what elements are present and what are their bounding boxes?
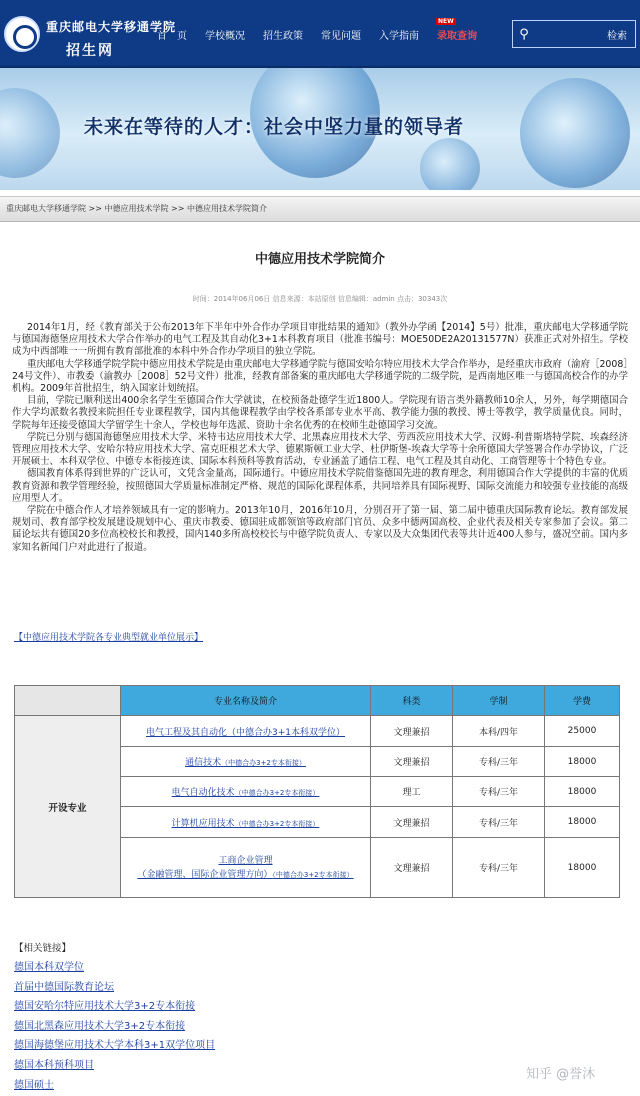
table-row: [15, 716, 620, 747]
fee-cell: 18000: [545, 807, 620, 838]
article-paragraph: 目前，学院已顺利送出400余名学生至德国合作大学就读，在校预备赴德学生近1800人。学院现有语言类外籍教师10余人，另外，每学期德国合作大学均派数名教授来院担任专业课程教学，国内其他课程教学由学校各系部专业水平高、教学能力强的教授、博士等教学，教学质量优良。同时，学院每年还接受德国大学留学生十余人，学校也每年选派、资助十余名优秀的在校师生赴德国学习交流。: [12, 395, 628, 431]
search-button[interactable]: 检索: [599, 27, 635, 42]
nav-admission-query-label: 录取查询: [437, 30, 477, 42]
related-link[interactable]: 德国本科预科项目: [14, 1059, 94, 1071]
related-link[interactable]: 德国本科双学位: [14, 962, 84, 973]
site-subtitle[interactable]: 招生网: [66, 43, 114, 59]
category-cell: 理工: [371, 777, 453, 807]
program-table: [14, 685, 620, 898]
program-link[interactable]: 电气工程及其自动化（中德合办3+1本科双学位）: [146, 727, 345, 738]
fee-cell: 18000: [545, 747, 620, 777]
decorative-sphere-icon: [420, 138, 480, 190]
list-item: [14, 1017, 215, 1037]
table-header-fee: 学费: [545, 686, 620, 716]
related-link[interactable]: 德国海德堡应用技术大学本科3+1双学位项目: [14, 1040, 216, 1052]
table-header-program: 专业名称及简介: [121, 686, 371, 716]
related-links-list: [14, 958, 215, 1095]
category-cell: 文理兼招: [371, 747, 453, 777]
search-input[interactable]: [535, 21, 599, 47]
article-body: [12, 322, 628, 554]
list-item: [14, 978, 215, 998]
related-links-heading: 【相关链接】: [14, 943, 72, 954]
article-paragraph: 学院在中德合作人才培养领域具有一定的影响力。2013年10月，2016年10月，分别召开了第一届、第二届中德重庆国际教育论坛。教育部发展规划司、教育部学校发展建设规划中心、重庆市教委、德国驻成都领馆等政府部门官员、众多中德两国高校、企业代表及相关专家参加了会议。第二届论坛共有德国20多位高校校长和教授，国内140多所高校校长与中德学院负责人、专家以及大众集团代表等共计近400人参与，盛况空前。国内多家知名新闻门户对此进行了报道。: [12, 505, 628, 553]
category-cell: 文理兼招: [371, 716, 453, 747]
article-paragraph: 德国教育体系得到世界的广泛认可，文凭含金量高，国际通行。中德应用技术学院借鉴德国先进的教育理念，利用德国合作大学提供的丰富的优质教育资源和教学管理经验，按照德国大学质量标准制定严格、规范的国际化课程体系，共同培养具有国际视野、国际交流能力和较强专业技能的高级应用型人才。: [12, 468, 628, 504]
school-name[interactable]: 重庆邮电大学移通学院: [46, 20, 177, 34]
program-name-cell: [121, 777, 371, 807]
nav-school-overview[interactable]: 学校概况: [205, 30, 245, 42]
employment-showcase-link[interactable]: 【中德应用技术学院各专业典型就业单位展示】: [14, 633, 204, 643]
program-name-cell: [121, 838, 371, 898]
duration-cell: 专科/三年: [453, 777, 545, 807]
fee-cell: 18000: [545, 838, 620, 898]
nav-admission-query[interactable]: [428, 17, 486, 42]
table-header-blank: [15, 686, 121, 716]
related-link[interactable]: 首届中德国际教育论坛: [14, 981, 114, 993]
school-seal-logo[interactable]: [4, 16, 40, 52]
nav-admission-policy[interactable]: 招生政策: [263, 30, 303, 42]
program-name-cell: [121, 747, 371, 777]
program-name-cell: [121, 716, 371, 747]
decorative-sphere-icon: [520, 78, 630, 188]
article-paragraph: 2014年1月，经《教育部关于公布2013年下半年中外合作办学项目审批结果的通知》（教外办学函【2014】5号）批准，重庆邮电大学移通学院与德国海德堡应用技术大学合作举办的电气工程及其自动化3+1本科教育项目（批准书编号：MOE50DE2A20131577N）获准正式对外招生。学校成为中西部唯一一所拥有教育部批准的本科中外合作办学项目的独立学院。: [12, 322, 628, 358]
article-paragraph: 学院已分别与德国海德堡应用技术大学、米特韦达应用技术大学、北黑森应用技术大学、劳西茨应用技术大学、汉姆-利普斯塔特学院、埃森经济管理应用技术大学、安哈尔特应用技术大学、富克旺根艺术大学、德累斯顿工业大学、杜伊斯堡-埃森大学等十余所德国大学签署合作办学协议，广泛开展硕士、本科双学位、中德专本衔接连读、国际本科预科等教育活动，专业涵盖了通信工程、电气工程及其自动化、工商管理等十个特色专业。: [12, 431, 628, 468]
fee-cell: 18000: [545, 777, 620, 807]
new-badge: NEW: [438, 17, 454, 25]
related-link[interactable]: 德国安哈尔特应用技术大学3+2专本衔接: [14, 1001, 196, 1013]
table-header-row: [15, 686, 620, 716]
related-link[interactable]: 德国北黑森应用技术大学3+2专本衔接: [14, 1020, 186, 1032]
nav-home[interactable]: 首 页: [157, 30, 187, 42]
fee-cell: 25000: [545, 716, 620, 747]
program-link-name: 电气自动化技术: [171, 788, 235, 798]
article-paragraph: 重庆邮电大学移通学院学院中德应用技术学院是由重庆邮电大学移通学院与德国安哈尔特应用技术大学合作举办，是经重庆市政府（渝府［2008］24号文件）、市教委（渝教办［2008］52号文件）批准，经教育部备案的重庆邮电大学移通学院的二级学院，是西南地区唯一与德国高校合作的办学机构。2009年首批招生，纳入国家计划统招。: [12, 358, 628, 395]
table-header-duration: 学制: [453, 686, 545, 716]
list-item: [14, 958, 215, 978]
category-cell: 文理兼招: [371, 807, 453, 838]
duration-cell: 专科/三年: [453, 747, 545, 777]
program-link-note: （中德合办3+2专本衔接）: [272, 870, 354, 879]
program-link-name-2: （金融管理、国际企业管理方向）: [137, 869, 273, 880]
category-cell: 文理兼招: [371, 838, 453, 898]
program-link[interactable]: [137, 856, 353, 880]
search-icon[interactable]: ⚲: [519, 26, 529, 42]
table-side-label: 开设专业: [15, 716, 121, 898]
list-item: [14, 1036, 215, 1056]
hero-banner: [0, 68, 640, 190]
program-link-name: 通信技术: [185, 758, 222, 768]
banner-slogan: 未来在等待的人才：社会中坚力量的领导者: [84, 116, 465, 138]
duration-cell: 专科/三年: [453, 807, 545, 838]
main-nav: [148, 0, 486, 68]
program-link-name: 工商企业管理: [218, 855, 273, 866]
search-box: [512, 20, 636, 48]
list-item: [14, 1056, 215, 1076]
program-link-note: （中德合办3+2专本衔接）: [234, 789, 320, 797]
program-name-cell: [121, 807, 371, 838]
duration-cell: 专科/三年: [453, 838, 545, 898]
decorative-sphere-icon: [0, 88, 60, 178]
page-title: 中德应用技术学院简介: [254, 252, 385, 267]
nav-faq[interactable]: 常见问题: [321, 30, 361, 42]
program-link-name: 计算机应用技术: [171, 818, 235, 829]
site-header: [0, 0, 640, 68]
article-meta: 时间：2014年06月06日 信息来源：本站原创 信息编辑：admin 点击：30343次: [192, 295, 448, 303]
program-link[interactable]: [185, 758, 306, 768]
duration-cell: 本科/四年: [453, 716, 545, 747]
zhihu-watermark: 知乎 @誉沐: [526, 1067, 596, 1082]
program-link-note: （中德合办3+2专本衔接）: [234, 819, 320, 828]
list-item: [14, 997, 215, 1017]
program-link[interactable]: [172, 788, 320, 798]
program-link-note: （中德合办3+2专本衔接）: [221, 759, 306, 767]
program-link[interactable]: [172, 819, 320, 829]
table-header-category: 科类: [371, 686, 453, 716]
list-item: [14, 1076, 215, 1096]
breadcrumb[interactable]: 重庆邮电大学移通学院 >> 中德应用技术学院 >> 中德应用技术学院简介: [0, 196, 640, 222]
nav-enrollment-guide[interactable]: 入学指南: [379, 30, 419, 42]
related-link[interactable]: 德国硕士: [14, 1079, 54, 1091]
